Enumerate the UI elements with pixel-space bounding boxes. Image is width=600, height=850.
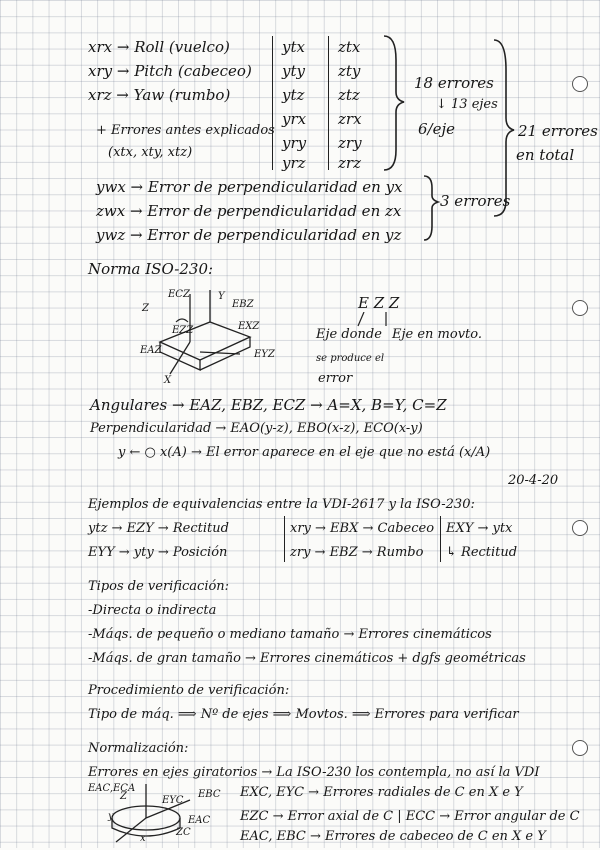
eje-movto: Eje en movto. (392, 327, 482, 342)
col2-cell: zty (338, 62, 361, 80)
extra-line-1: + Errores antes explicados (96, 123, 275, 138)
fig-x: X (164, 375, 172, 386)
se-produce: se produce el (316, 353, 385, 364)
fig-ebz: EBZ (232, 299, 254, 310)
col1-cell: yry (282, 134, 307, 152)
col1-cell: yrx (282, 110, 307, 128)
ejemplos-title: Ejemplos de equivalencias entre la VDI-2617 y la ISO-230: (88, 497, 475, 512)
rot-row-1: xrx → Roll (vuelco) (88, 38, 230, 56)
ezz-label: E Z Z (358, 294, 400, 312)
normal-row-2: EZC → Error axial de C | ECC → Error angular de C (240, 809, 580, 824)
count-18: 18 errores (414, 74, 494, 92)
error-aparece-line: y ← ○ x(A) → El error aparece en el eje que no está (x/A) (118, 445, 491, 460)
count-21-b: en total (516, 146, 575, 164)
rot-row-2: xry → Pitch (cabeceo) (88, 62, 252, 80)
angulares-line: Angulares → EAZ, EBZ, ECZ → A=X, B=Y, C=Z (90, 396, 447, 414)
tipos-line-3: -Máqs. de gran tamaño → Errores cinemáticos + dgfs geométricas (88, 651, 526, 666)
col1-cell: yrz (282, 154, 306, 172)
ejemplo-divider (440, 516, 441, 562)
fig-eac: EAC (188, 815, 211, 826)
rot-row-3: xrz → Yaw (rumbo) (88, 86, 231, 104)
fig-y: Y (218, 291, 225, 302)
iso-axis-figure (130, 282, 290, 392)
fig-z-axis: Z (120, 791, 127, 802)
extra-line-2: (xtx, xty, xtz) (108, 145, 193, 160)
ejemplo-row-2c: ↳ Rectitud (446, 545, 518, 560)
proc-line: Tipo de máq. ⟹ Nº de ejes ⟹ Movtos. ⟹ Errores para verificar (88, 707, 519, 722)
count-13: ↓ 13 ejes (436, 97, 498, 112)
norma-title: Norma ISO-230: (88, 260, 214, 278)
fig-x-axis: x (140, 833, 146, 844)
col2-cell: ztx (338, 38, 361, 56)
col1-cell: ytz (282, 86, 305, 104)
tipos-line-1: -Directa o indirecta (88, 603, 217, 618)
error-word: error (318, 371, 353, 386)
normal-row-3: EAC, EBC → Errores de cabeceo de C en X e Y (240, 829, 546, 844)
fig-exz: EXZ (238, 321, 260, 332)
ejemplo-row-1b: xry → EBX → Cabeceo (290, 521, 435, 536)
col1-cell: yty (282, 62, 305, 80)
fig-ecz: ECZ (168, 289, 190, 300)
perp-row-1: ywx → Error de perpendicularidad en yx (96, 178, 403, 196)
proc-title: Procedimiento de verificación: (88, 683, 290, 698)
perp-row-3: ywz → Error de perpendicularidad en yz (96, 226, 402, 244)
ejemplo-row-2a: EYY → yty → Posición (88, 545, 228, 560)
fig-y-axis: y (108, 811, 114, 822)
fig-eac-eca: EAC,ECA (88, 783, 136, 794)
col2-cell: zrz (338, 154, 361, 172)
fig-z: Z (142, 303, 149, 314)
ejemplo-row-1c: EXY → ytx (446, 521, 513, 536)
col2-cell: zrx (338, 110, 362, 128)
tipos-title: Tipos de verificación: (88, 579, 230, 594)
fig-ezz: EZZ (172, 325, 194, 336)
ejemplo-row-2b: zry → EBZ → Rumbo (290, 545, 424, 560)
fig-eyc: EYC (162, 795, 184, 806)
fig-ebc: EBC (198, 789, 221, 800)
date: 20-4-20 (508, 473, 559, 488)
perpendicularidad-line: Perpendicularidad → EAO(y-z), EBO(x-z), ECO(x-y) (90, 421, 423, 436)
eje-donde: Eje donde (316, 327, 382, 342)
fig-eyz: EYZ (254, 349, 275, 360)
fig-zc: ZC (176, 827, 191, 838)
col2-cell: zry (338, 134, 362, 152)
normal-line: Errores en ejes giratorios → La ISO-230 los contempla, no así la VDI (88, 765, 540, 780)
tipos-line-2: -Máqs. de pequeño o mediano tamaño → Errores cinemáticos (88, 627, 492, 642)
perp-count: 3 errores (440, 192, 511, 210)
normal-row-1: EXC, EYC → Errores radiales de C en X e Y (240, 785, 523, 800)
perp-row-2: zwx → Error de perpendicularidad en zx (96, 202, 402, 220)
col2-cell: ztz (338, 86, 360, 104)
ejemplo-row-1a: ytz → EZY → Rectitud (88, 521, 229, 536)
ejemplo-divider (284, 516, 285, 562)
normal-title: Normalización: (88, 741, 189, 756)
fig-eaz: EAZ (140, 345, 162, 356)
count-6: 6/eje (418, 120, 456, 138)
col1-cell: ytx (282, 38, 305, 56)
count-21-a: 21 errores (518, 122, 598, 140)
